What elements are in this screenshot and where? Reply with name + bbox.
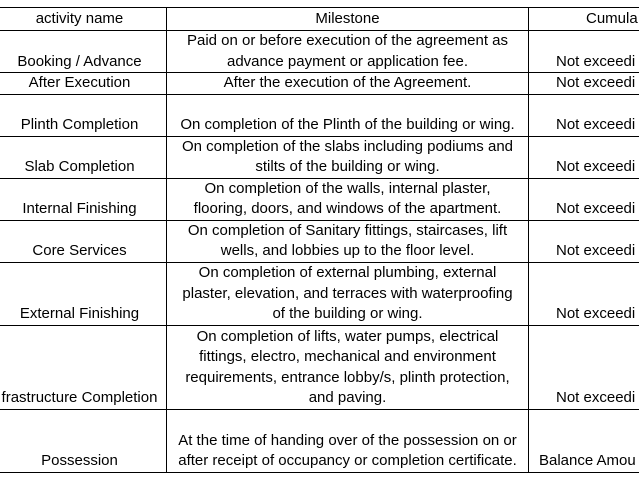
milestone-line: requirements, entrance lobby/s, plinth protection, [185,368,510,386]
milestone-line: On completion of the walls, internal plaster, [204,179,491,197]
activity-name-cell[interactable]: Core Services [0,220,167,262]
milestone-cell[interactable] [167,136,529,178]
cumulative-cell[interactable]: Not exceedi [529,325,639,409]
milestone-line: On completion of external plumbing, external [198,264,497,281]
milestone-line: plaster, elevation, and terraces with waterproofing [182,284,513,302]
header-cell-activity-name[interactable]: activity name [0,8,167,31]
cumulative-cell[interactable]: Not exceedi [529,136,639,178]
table-row [0,220,639,262]
milestone-line: On completion of the Plinth of the building or wing. [180,116,515,133]
table-row [0,178,639,220]
header-row [0,8,639,31]
milestone-line: At the time of handing over of the possession on or [178,431,517,449]
milestone-cell[interactable] [167,409,529,472]
milestone-line: On completion of the slabs including podiums and [181,137,514,155]
milestone-line: and paving. [308,389,387,406]
milestone-line: after receipt of occupancy or completion certificate. [178,452,517,469]
milestone-cell[interactable] [167,220,529,262]
milestone-cell[interactable] [167,325,529,409]
header-cell-cumulative[interactable]: Cumula [529,8,639,31]
cumulative-cell[interactable]: Not exceedi [529,73,639,95]
cumulative-cell[interactable]: Not exceedi [529,220,639,262]
milestone-line: After the execution of the Agreement. [223,74,472,91]
activity-name-cell[interactable]: Slab Completion [0,136,167,178]
activity-name-cell[interactable]: Plinth Completion [0,94,167,136]
milestone-cell[interactable] [167,262,529,325]
table-row [0,31,639,73]
cumulative-cell[interactable]: Not exceedi [529,94,639,136]
cumulative-cell[interactable]: Not exceedi [529,31,639,73]
milestone-line: stilts of the building or wing. [255,158,440,175]
activity-name-cell[interactable]: After Execution [0,73,167,95]
milestone-line: of the building or wing. [272,305,423,322]
activity-name-cell[interactable]: Internal Finishing [0,178,167,220]
activity-name-cell[interactable]: frastructure Completion [0,325,167,409]
table-row [0,94,639,136]
milestone-line: advance payment or application fee. [227,52,468,70]
milestone-line: On completion of lifts, water pumps, electrical [196,327,499,345]
milestone-line: flooring, doors, and windows of the apartment. [193,200,502,217]
milestone-line: fittings, electro, mechanical and environment [199,348,496,365]
milestone-cell[interactable] [167,94,529,136]
cumulative-cell[interactable]: Not exceedi [529,262,639,325]
activity-name-cell[interactable]: Possession [0,409,167,472]
milestone-cell[interactable] [167,73,529,95]
activity-name-cell[interactable]: Booking / Advance [0,31,167,73]
table-row [0,325,639,409]
table-row [0,73,639,95]
table-row [0,262,639,325]
milestone-line: Paid on or before execution of the agreement as [186,32,509,49]
milestone-line: On completion of Sanitary fittings, staircases, lift [187,221,508,239]
header-cell-milestone[interactable]: Milestone [167,8,529,31]
milestone-line: wells, and lobbies up to the floor level. [220,242,475,259]
milestone-cell[interactable] [167,31,529,73]
spreadsheet-grid [0,7,639,473]
milestone-cell[interactable] [167,178,529,220]
table-row [0,409,639,472]
cumulative-cell[interactable]: Not exceedi [529,178,639,220]
cumulative-cell[interactable]: Balance Amou [529,409,639,472]
table-row [0,136,639,178]
activity-name-cell[interactable]: External Finishing [0,262,167,325]
